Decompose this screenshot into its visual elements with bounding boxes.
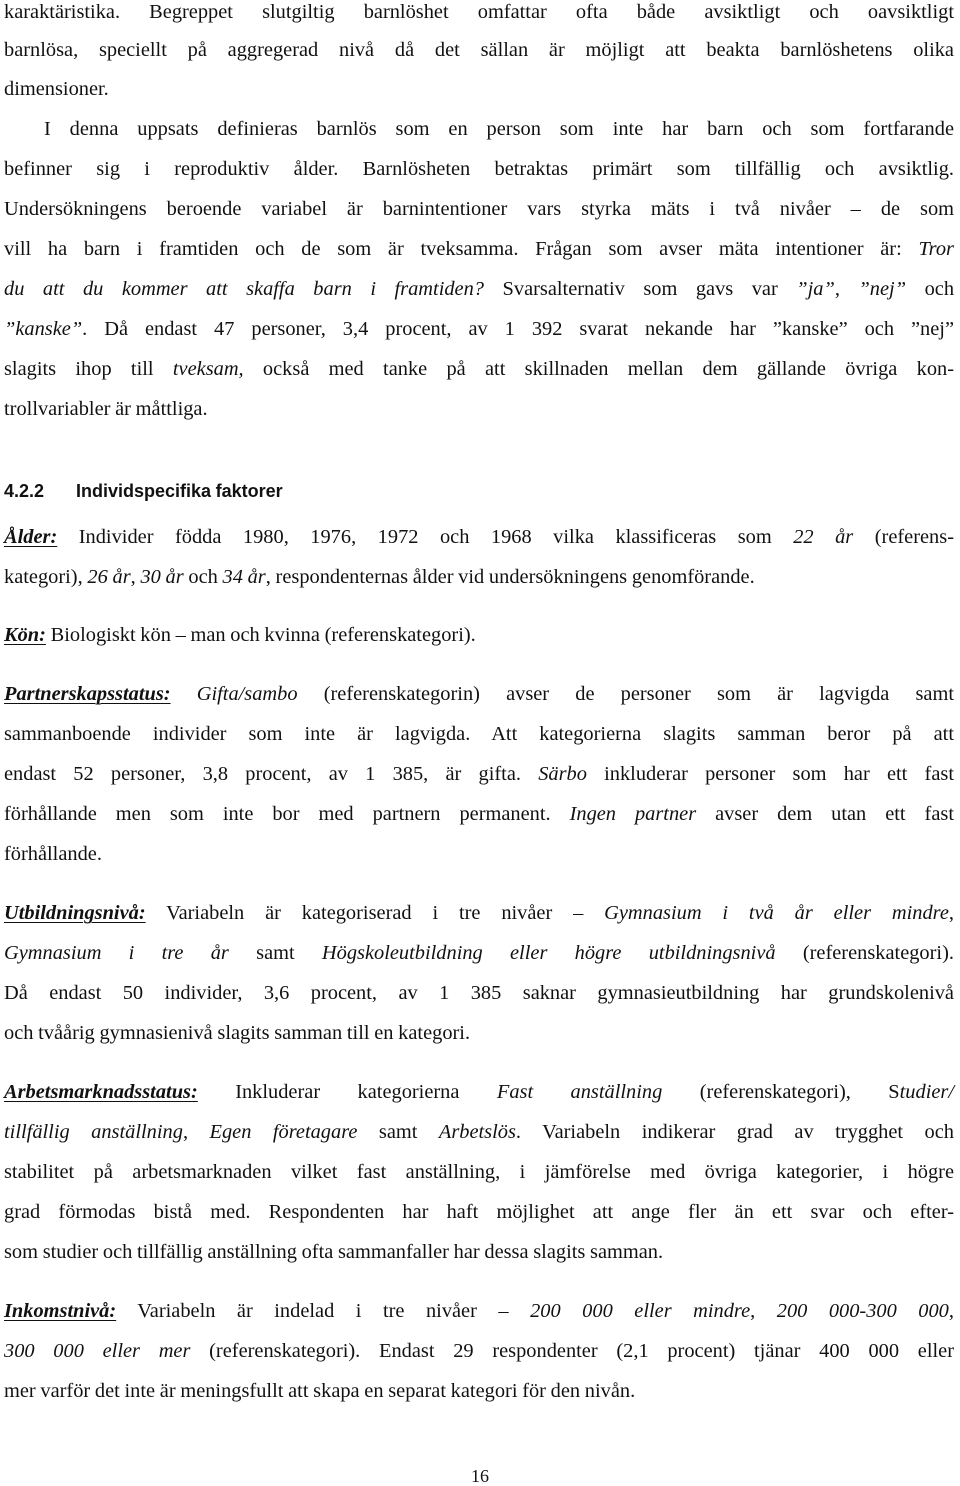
text-span: , respondenternas ålder vid undersökningens genomförande. — [265, 566, 755, 588]
survey-question: du att du kommer att skaffa barn i framtiden? — [4, 278, 485, 300]
italic-text: ”kanske” — [4, 318, 83, 340]
text-line — [4, 762, 954, 786]
italic-text: ”nej” — [858, 278, 907, 300]
text-span: . Då endast 47 personer, 3,4 procent, av 1 392 svarat nekande har ”kanske” och ”nej” — [82, 318, 954, 340]
italic-text: tillfällig anställning — [4, 1121, 183, 1143]
text-span: Biologiskt kön – man och kvinna (referenskategori). — [45, 624, 476, 646]
text-span: (referenskategori). — [775, 942, 954, 964]
text-span: endast 52 personer, 3,8 procent, av 1 385, är gifta. — [4, 763, 539, 785]
text-span: samt — [228, 942, 322, 964]
text-span: förhållande men som inte bor med partnern permanent. — [4, 803, 570, 825]
text-span: och — [183, 566, 223, 588]
section-heading — [4, 479, 283, 503]
text-span: samt — [357, 1121, 439, 1143]
italic-text: Högskoleutbildning eller högre utbildningsnivå — [321, 942, 776, 964]
italic-text: ”ja” — [796, 278, 835, 300]
text-line: Då endast 50 individer, 3,6 procent, av 1 385 saknar gymnasieutbildning har grundskolenivå — [4, 982, 954, 1004]
text-line — [4, 237, 954, 261]
text-span: Variabeln är indelad i tre nivåer – — [116, 1300, 531, 1322]
italic-text: 200 000 eller mindre — [530, 1300, 751, 1322]
italic-text: tveksam, — [172, 358, 244, 380]
text-span: (referenskategorin) avser de personer som är lagvigda samt — [297, 683, 954, 705]
italic-text: Särbo — [538, 763, 587, 785]
text-line: som studier och tillfällig anställning ofta sammanfaller har dessa slagits samman. — [4, 1241, 664, 1263]
text-span: också med tanke på att skillnaden mellan dem gällande övriga kon- — [243, 358, 954, 380]
section-title: Individspecifika faktorer — [76, 481, 283, 501]
text-span: , — [834, 278, 859, 300]
italic-text: Gifta/sambo — [196, 683, 298, 705]
italic-text: 34 år — [222, 566, 266, 588]
text-span: , — [130, 566, 141, 588]
italic-text: 22 år — [793, 526, 854, 548]
text-line — [4, 565, 954, 589]
text-line: trollvariabler är måttliga. — [4, 398, 208, 420]
text-span: . Variabeln indikerar grad av trygghet och — [515, 1121, 954, 1143]
text-span: inkluderar personer som har ett fast — [586, 763, 954, 785]
text-line — [4, 1080, 954, 1104]
variable-term: Partnerskapsstatus: — [4, 683, 171, 705]
text-line: förhållande. — [4, 843, 102, 865]
text-line — [4, 1299, 954, 1323]
text-line: dimensioner. — [4, 78, 109, 100]
text-line: I denna uppsats definieras barnlös som en person som inte har barn och som fortfarande — [44, 118, 954, 140]
text-span: Inkluderar kategorierna — [197, 1081, 497, 1103]
text-line: mer varför det inte är meningsfullt att skapa en separat kategori för den nivån. — [4, 1380, 636, 1402]
text-line — [4, 277, 954, 301]
section-number: 4.2.2 — [4, 481, 45, 501]
text-line — [4, 802, 954, 826]
text-line — [4, 525, 954, 549]
text-span: Individer födda 1980, 1976, 1972 och 1968 vilka klassificeras som — [57, 526, 794, 548]
text-line: barnlösa, speciellt på aggregerad nivå då det sällan är möjligt att beakta barnlöshetens olika — [4, 39, 954, 61]
variable-term: Kön: — [4, 624, 46, 646]
italic-text: Gymnasium i tre år — [4, 942, 229, 964]
text-span: kategori), — [4, 566, 88, 588]
text-span: slagits ihop till — [4, 358, 173, 380]
text-line — [4, 682, 954, 706]
text-line: sammanboende individer som inte är lagvigda. Att kategorierna slagits samman beror på att — [4, 723, 954, 745]
italic-text: tudier/ — [899, 1081, 955, 1103]
text-span: vill ha barn i framtiden och de som är tveksamma. Frågan som avser mäta intentioner är: — [4, 238, 919, 260]
italic-text: 300 000 eller mer — [4, 1340, 191, 1362]
italic-text: Arbetslös — [438, 1121, 516, 1143]
text-span: (referenskategori). Endast 29 respondenter (2,1 procent) tjänar 400 000 eller — [190, 1340, 954, 1362]
text-span: , — [948, 902, 954, 924]
text-line — [4, 357, 954, 381]
text-span: Variabeln är kategoriserad i tre nivåer – — [145, 902, 605, 924]
text-line — [4, 623, 954, 647]
italic-text: Egen företagare — [209, 1121, 358, 1143]
italic-text: Ingen partner — [569, 803, 697, 825]
text-span: (referens- — [853, 526, 954, 548]
text-span: avser dem utan ett fast — [696, 803, 955, 825]
text-line: Undersökningens beroende variabel är barnintentioner vars styrka mäts i två nivåer – de som — [4, 198, 954, 220]
text-line: karaktäristika. Begreppet slutgiltig barnlöshet omfattar ofta både avsiktligt och oavsiktligt — [4, 1, 954, 23]
variable-term: Ålder: — [4, 526, 58, 548]
italic-text: 26 år — [87, 566, 131, 588]
text-line — [4, 941, 954, 965]
italic-text: 200 000-300 000 — [776, 1300, 949, 1322]
italic-text: 30 år — [140, 566, 184, 588]
text-line — [4, 1339, 954, 1363]
text-line: grad förmodas bistå med. Respondenten har haft möjlighet att ange fler än ett svar och efter- — [4, 1201, 954, 1223]
text-span: (referenskategori), S — [662, 1081, 900, 1103]
page-number: 16 — [471, 1466, 489, 1486]
variable-term: Inkomstnivå: — [4, 1300, 117, 1322]
text-line — [4, 1120, 954, 1144]
variable-term: Arbetsmarknadsstatus: — [4, 1081, 198, 1103]
text-span: , — [750, 1300, 777, 1322]
italic-text: Gymnasium i två år eller mindre — [604, 902, 949, 924]
text-span: och — [906, 278, 955, 300]
text-span: , — [948, 1300, 954, 1322]
italic-text: Tror — [918, 238, 954, 260]
variable-term: Utbildningsnivå: — [4, 902, 146, 924]
text-line — [4, 317, 954, 341]
text-span — [171, 683, 197, 705]
italic-text: Fast anställning — [496, 1081, 663, 1103]
text-line: och tvåårig gymnasienivå slagits samman till en kategori. — [4, 1022, 471, 1044]
text-line — [4, 901, 954, 925]
text-line: befinner sig i reproduktiv ålder. Barnlösheten betraktas primärt som tillfällig och avsiktlig. — [4, 158, 954, 180]
text-span: Svarsalternativ som gavs var — [484, 278, 797, 300]
text-line: stabilitet på arbetsmarknaden vilket fast anställning, i jämförelse med övriga kategorier, i högre — [4, 1161, 954, 1183]
text-span: , — [182, 1121, 210, 1143]
